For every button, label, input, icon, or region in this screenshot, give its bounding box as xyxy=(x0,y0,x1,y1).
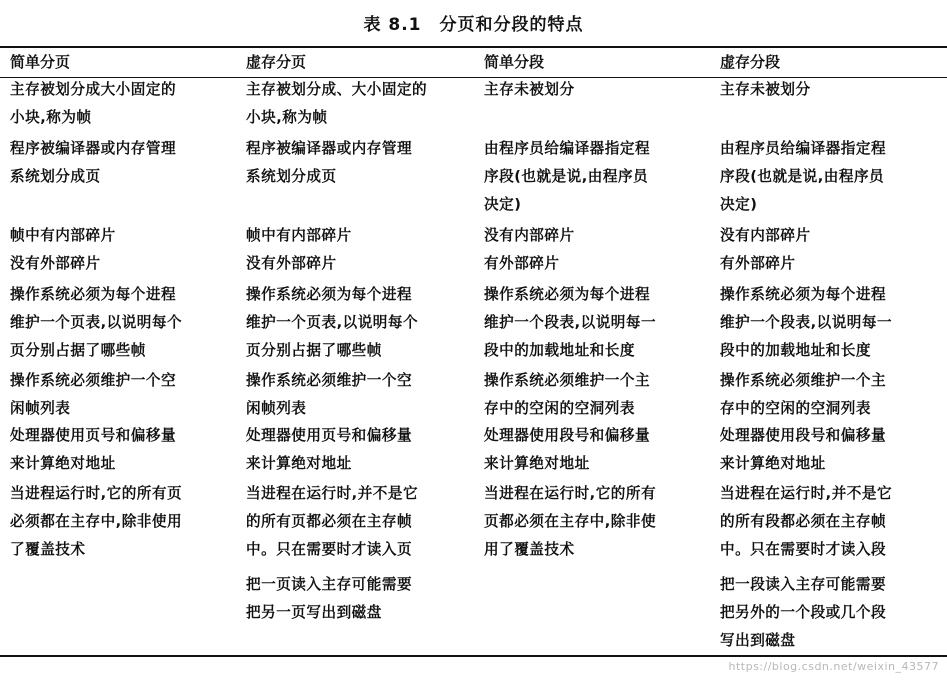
bottom-rule xyxy=(0,655,947,657)
cell-r1-c1: 程序被编译器或内存管理 系统划分成页 xyxy=(246,140,413,185)
cell-r2-c0: 帧中有内部碎片 没有外部碎片 xyxy=(10,227,116,272)
cell-r4-c2: 操作系统必须维护一个主 存中的空闲的空洞列表 xyxy=(484,372,651,417)
cell-r3-c0: 操作系统必须为每个进程 维护一个页表,以说明每个 页分别占据了哪些帧 xyxy=(10,286,183,359)
cell-r2-c2: 没有内部碎片 有外部碎片 xyxy=(484,227,575,272)
cell-r4-c0: 操作系统必须维护一个空 闲帧列表 xyxy=(10,372,177,417)
cell-r7-c3: 把一段读入主存可能需要 把另外的一个段或几个段 写出到磁盘 xyxy=(720,576,887,649)
cell-r3-c1: 操作系统必须为每个进程 维护一个页表,以说明每个 页分别占据了哪些帧 xyxy=(246,286,419,359)
cell-r5-c1: 处理器使用页号和偏移量 来计算绝对地址 xyxy=(246,427,413,472)
cell-r5-c0: 处理器使用页号和偏移量 来计算绝对地址 xyxy=(10,427,177,472)
table-title: 表 8.1 分页和分段的特点 xyxy=(363,15,584,35)
cell-r1-c3: 由程序员给编译器指定程 序段(也就是说,由程序员 决定) xyxy=(720,140,887,213)
cell-r3-c2: 操作系统必须为每个进程 维护一个段表,以说明每一 段中的加载地址和长度 xyxy=(484,286,657,359)
cell-r6-c2: 当进程在运行时,它的所有 页都必须在主存中,除非使 用了覆盖技术 xyxy=(484,485,657,558)
watermark: https://blog.csdn.net/weixin_43577 xyxy=(728,660,939,673)
cell-r2-c3: 没有内部碎片 有外部碎片 xyxy=(720,227,811,272)
top-rule xyxy=(0,46,947,48)
cell-r0-c2: 主存未被划分 xyxy=(484,81,575,98)
header-simple-segmentation: 简单分段 xyxy=(484,53,545,71)
cell-r5-c3: 处理器使用段号和偏移量 来计算绝对地址 xyxy=(720,427,887,472)
cell-r6-c0: 当进程运行时,它的所有页 必须都在主存中,除非使用 了覆盖技术 xyxy=(10,485,183,558)
header-simple-paging: 简单分页 xyxy=(10,53,71,71)
cell-r4-c1: 操作系统必须维护一个空 闲帧列表 xyxy=(246,372,413,417)
header-virtual-segmentation: 虚存分段 xyxy=(720,53,781,71)
cell-r5-c2: 处理器使用段号和偏移量 来计算绝对地址 xyxy=(484,427,651,472)
cell-r6-c3: 当进程在运行时,并不是它 的所有段都必须在主存帧 中。只在需要时才读入段 xyxy=(720,485,893,558)
cell-r4-c3: 操作系统必须维护一个主 存中的空闲的空洞列表 xyxy=(720,372,887,417)
cell-r2-c1: 帧中有内部碎片 没有外部碎片 xyxy=(246,227,352,272)
cell-r0-c0: 主存被划分成大小固定的 小块,称为帧 xyxy=(10,81,177,126)
cell-r7-c1: 把一页读入主存可能需要 把另一页写出到磁盘 xyxy=(246,576,413,621)
cell-r0-c1: 主存被划分成、大小固定的 小块,称为帧 xyxy=(246,81,428,126)
cell-r6-c1: 当进程在运行时,并不是它 的所有页都必须在主存帧 中。只在需要时才读入页 xyxy=(246,485,419,558)
cell-r0-c3: 主存未被划分 xyxy=(720,81,811,98)
cell-r3-c3: 操作系统必须为每个进程 维护一个段表,以说明每一 段中的加载地址和长度 xyxy=(720,286,893,359)
cell-r1-c0: 程序被编译器或内存管理 系统划分成页 xyxy=(10,140,177,185)
header-virtual-paging: 虚存分页 xyxy=(246,53,307,71)
cell-r1-c2: 由程序员给编译器指定程 序段(也就是说,由程序员 决定) xyxy=(484,140,651,213)
